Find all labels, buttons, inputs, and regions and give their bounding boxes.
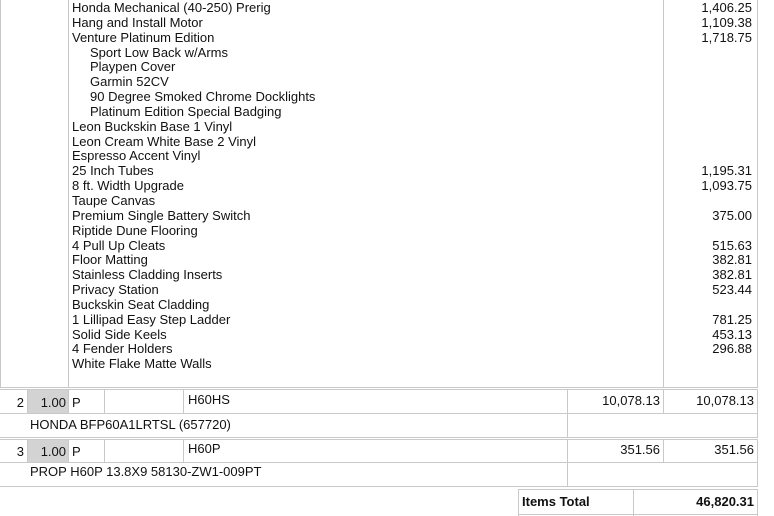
option-row bbox=[72, 328, 752, 343]
option-row bbox=[72, 179, 752, 194]
option-row bbox=[72, 75, 752, 90]
option-amount: 523.44 bbox=[712, 282, 752, 298]
option-amount: 1,093.75 bbox=[701, 178, 752, 194]
items-total-value: 46,820.31 bbox=[696, 494, 754, 509]
option-row bbox=[72, 253, 752, 268]
option-amount: 382.81 bbox=[712, 267, 752, 283]
option-row bbox=[72, 31, 752, 46]
option-amount: 375.00 bbox=[712, 207, 752, 223]
option-label: 8 ft. Width Upgrade bbox=[72, 178, 184, 194]
option-row bbox=[72, 16, 752, 31]
option-label: Buckskin Seat Cladding bbox=[72, 296, 210, 312]
option-amount: 453.13 bbox=[712, 326, 752, 342]
option-label: Hang and Install Motor bbox=[72, 14, 203, 30]
option-label: White Flake Matte Walls bbox=[72, 356, 212, 372]
option-label: Leon Cream White Base 2 Vinyl bbox=[72, 133, 257, 149]
option-row bbox=[72, 313, 752, 328]
option-row bbox=[72, 149, 752, 164]
option-row bbox=[72, 1, 752, 16]
unit-price: 351.56 bbox=[620, 442, 660, 457]
option-row bbox=[72, 46, 752, 61]
extended-amount: 10,078.13 bbox=[696, 393, 754, 408]
option-row bbox=[72, 90, 752, 105]
option-row bbox=[72, 239, 752, 254]
item-description: PROP H60P 13.8X9 58130-ZW1-009PT bbox=[30, 464, 262, 479]
option-row bbox=[72, 283, 752, 298]
option-label: Premium Single Battery Switch bbox=[72, 207, 251, 223]
items-total-label: Items Total bbox=[522, 494, 590, 509]
option-row bbox=[72, 194, 752, 209]
option-label: Leon Buckskin Base 1 Vinyl bbox=[72, 118, 233, 134]
option-row bbox=[72, 298, 752, 313]
option-row bbox=[72, 164, 752, 179]
line-number: 3 bbox=[16, 444, 24, 459]
option-row bbox=[72, 268, 752, 283]
item-code: H60HS bbox=[188, 392, 230, 407]
option-amount: 1,406.25 bbox=[701, 0, 752, 15]
option-row bbox=[72, 105, 752, 120]
option-label: Espresso Accent Vinyl bbox=[72, 148, 201, 164]
option-label: Privacy Station bbox=[72, 282, 159, 298]
option-label: 4 Pull Up Cleats bbox=[72, 237, 166, 253]
option-label: Floor Matting bbox=[72, 252, 148, 268]
option-amount: 382.81 bbox=[712, 252, 752, 268]
option-row bbox=[72, 357, 752, 372]
option-label: Platinum Edition Special Badging bbox=[90, 103, 282, 119]
quantity: 1.00 bbox=[40, 444, 66, 459]
option-label: Stainless Cladding Inserts bbox=[72, 267, 223, 283]
option-row bbox=[72, 342, 752, 357]
option-label: 4 Fender Holders bbox=[72, 341, 173, 357]
option-row bbox=[72, 60, 752, 75]
option-row bbox=[72, 135, 752, 150]
line-number: 2 bbox=[16, 395, 24, 410]
option-label: Venture Platinum Edition bbox=[72, 29, 215, 45]
unit-price: 10,078.13 bbox=[602, 393, 660, 408]
option-amount: 1,195.31 bbox=[701, 163, 752, 179]
option-label: Sport Low Back w/Arms bbox=[90, 44, 228, 60]
item-code: H60P bbox=[188, 441, 221, 456]
option-label: 25 Inch Tubes bbox=[72, 163, 154, 179]
extended-amount: 351.56 bbox=[714, 442, 754, 457]
option-amount: 1,109.38 bbox=[701, 14, 752, 30]
option-amount: 296.88 bbox=[712, 341, 752, 357]
unit: P bbox=[72, 444, 81, 459]
option-row bbox=[72, 209, 752, 224]
item-description: HONDA BFP60A1LRTSL (657720) bbox=[30, 417, 231, 432]
option-row bbox=[72, 120, 752, 135]
option-label: 1 Lillipad Easy Step Ladder bbox=[72, 311, 231, 327]
option-label: Honda Mechanical (40-250) Prerig bbox=[72, 0, 271, 15]
option-label: Playpen Cover bbox=[90, 59, 176, 75]
option-row bbox=[72, 224, 752, 239]
option-label: Riptide Dune Flooring bbox=[72, 222, 198, 238]
option-label: Solid Side Keels bbox=[72, 326, 167, 342]
option-amount: 781.25 bbox=[712, 311, 752, 327]
quantity: 1.00 bbox=[40, 395, 66, 410]
options-list bbox=[72, 1, 752, 372]
option-label: 90 Degree Smoked Chrome Docklights bbox=[90, 89, 316, 105]
option-label: Garmin 52CV bbox=[90, 74, 169, 90]
option-amount: 1,718.75 bbox=[701, 29, 752, 45]
option-label: Taupe Canvas bbox=[72, 192, 156, 208]
unit: P bbox=[72, 395, 81, 410]
option-amount: 515.63 bbox=[712, 237, 752, 253]
